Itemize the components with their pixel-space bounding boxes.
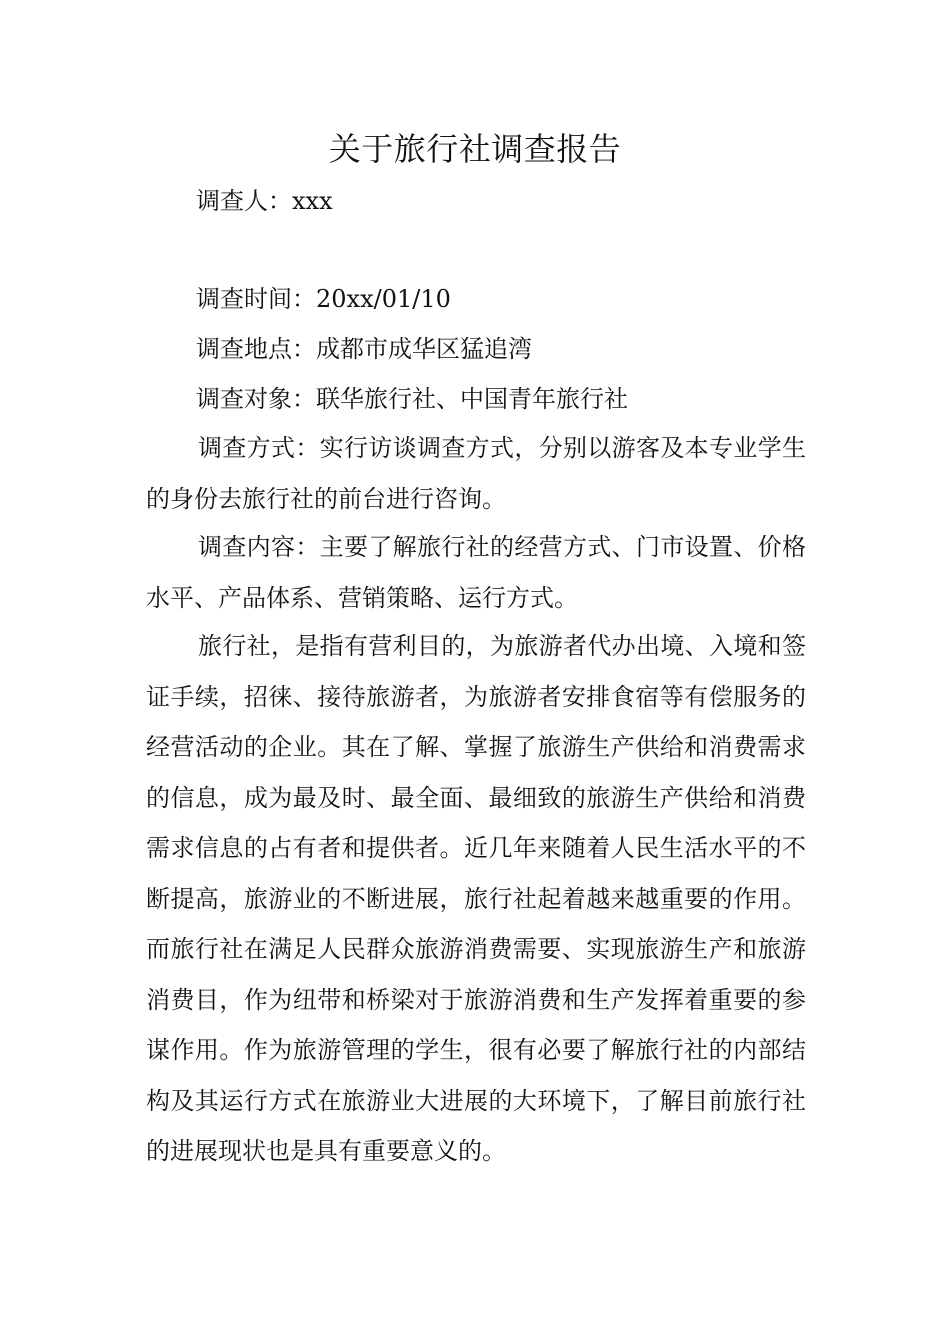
survey-subjects-line: 调查对象：联华旅行社、中国青年旅行社 — [196, 385, 628, 413]
body-paragraph: 旅行社，是指有营利目的，为旅游者代办出境、入境和签证手续，招徕、接待旅游者，为旅游者安排食宿等有偿服务的经营活动的企业。其在了解、掌握了旅游生产供给和消费需求的信息，成为最及时、最全面、最细致的旅游生产供给和消费需求信息的占有者和提供者。近几年来随着人民生活水平的不断提高，旅游业的不断进展，旅行社起着越来越重要的作用。而旅行社在满足人民群众旅游消费需要、实现旅游生产和旅游消费目，作为纽带和桥梁对于旅游消费和生产发挥着重要的参谋作用。作为旅游管理的学生，很有必要了解旅行社的内部结构及其运行方式在旅游业大进展的大环境下，了解目前旅行社的进展现状也是具有重要意义的。 — [146, 632, 806, 1165]
survey-location-line: 调查地点：成都市成华区猛追湾 — [196, 335, 532, 363]
survey-time-line: 调查时间：20xx/01/10 — [196, 285, 451, 313]
investigator-line: 调查人：xxx — [196, 187, 333, 215]
document-title: 关于旅行社调查报告 — [328, 130, 622, 168]
survey-content-paragraph: 调查内容：主要了解旅行社的经营方式、门市设置、价格水平、产品体系、营销策略、运行方式。 — [146, 533, 806, 612]
survey-method-paragraph: 调查方式：实行访谈调查方式，分别以游客及本专业学生的身份去旅行社的前台进行咨询。 — [146, 434, 806, 513]
